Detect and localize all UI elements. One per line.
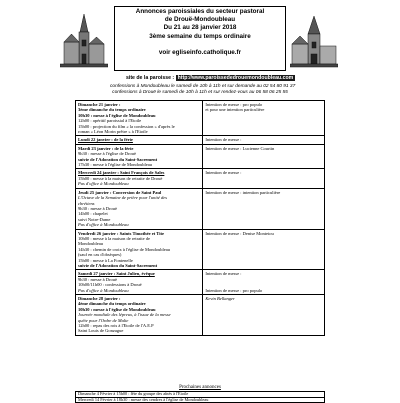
table-row — [76, 144, 325, 169]
day-cell — [76, 144, 203, 169]
day-cell — [76, 188, 203, 229]
day-line: 12h00 : apéritif paroissial à l'Etoile — [78, 118, 142, 124]
day-cell — [76, 101, 203, 136]
confession-line: confessions à Mondoubleau le samedi de 10h à 11h et sur demande au 02 54 80 91 37 — [110, 84, 296, 89]
day-line: Journée mondiale des lépreux, à l'issue de la messe — [78, 312, 171, 318]
day-line: (sauf en cas d'obsèques) — [78, 252, 122, 258]
day-line: L'Octave de la Semaine de prière pour l'unité des — [78, 195, 167, 201]
church-illustration-left — [60, 12, 108, 68]
day-line: 14h00 : chapelet — [78, 211, 108, 217]
day-line: 9h30 : messe à Drouë — [78, 205, 117, 211]
day-line: 15h00 : projection du film « la confession » d'après le — [78, 123, 175, 129]
intention-line: Intention de messe : — [205, 137, 242, 143]
title-line: Annonces paroissiales du secteur pastoral — [135, 8, 265, 15]
church-illustration-right — [290, 12, 338, 68]
intention-cell — [203, 270, 325, 295]
next-announcements-table — [75, 391, 325, 403]
intention-cell — [203, 295, 325, 336]
table-row — [76, 229, 325, 270]
day-line: 9h30 : messe à Drouë — [78, 276, 117, 282]
day-line: 10h00/11h00 : confessions à Drouë — [78, 282, 142, 288]
intention-cell — [203, 144, 325, 169]
title-line — [115, 41, 285, 49]
day-line: suivie de l'Adoration du Saint-Sacrement — [78, 262, 158, 268]
intention-cell — [203, 101, 325, 136]
day-line: 15h00 : messe à La Fontenelle — [78, 257, 133, 263]
site-label: site de la paroisse : — [126, 75, 176, 81]
intention-line: Intention de messe : — [205, 271, 242, 277]
title-box — [114, 6, 286, 71]
day-heading: Mercredi 24 janvier : Saint François de Sales — [78, 170, 165, 176]
intention-line: Intention de messe : intention particulière — [205, 189, 281, 195]
day-heading: Dimanche 21 janvier : — [78, 102, 121, 107]
intention-line: Kevin Bellanger — [205, 296, 235, 301]
day-cell — [76, 295, 203, 336]
next-announcements-title: Prochaines annonces — [179, 385, 221, 390]
title-line: de Drouë-Mondoubleau — [164, 16, 236, 24]
intention-cell — [203, 169, 325, 188]
next-announcement-cell: Mercredi 14 Février à 18h30 : messe des cendres à l'église de Mondoubleau — [76, 397, 325, 403]
table-row — [76, 270, 325, 295]
intention-cell — [203, 136, 325, 144]
confession-line: confessions à Drouë le samedi de 10h à 11h et sur rendez-vous au 06 58 06 25 55 — [112, 89, 288, 95]
day-line: Mondoubleau — [78, 241, 103, 247]
day-cell — [76, 270, 203, 295]
table-row — [76, 136, 325, 144]
site-bar — [126, 75, 294, 82]
day-line: 10h30 : messe à l'église de Mondoubleau — [78, 306, 156, 312]
day-heading: Mardi 23 janvier : de la férie — [78, 145, 134, 151]
site-url-link[interactable]: http://www.paroissededrouemondoubleau.com — [177, 75, 294, 81]
day-line: 10h30 : messe à l'église de Mondoubleau — [78, 112, 156, 118]
day-line: Pas d'office à Mondoubleau — [78, 287, 129, 293]
day-line: 17h30 : messe à l'église de Mondoubleau — [78, 162, 153, 168]
title-line-link[interactable]: voir egliseinfo.catholique.fr — [158, 49, 242, 57]
day-heading: Vendredi 26 janvier : Saints Timothée et Tite — [78, 230, 164, 236]
day-line: 10h00 : messe à la maison de retraite de — [78, 235, 150, 241]
day-heading: Dimanche 28 janvier : — [78, 296, 121, 301]
day-line: 3ème dimanche du temps ordinaire — [78, 107, 146, 113]
day-cell — [76, 229, 203, 270]
day-heading: Jeudi 25 janvier : Conversion de Saint Paul — [78, 189, 162, 195]
title-line: 3ème semaine du temps ordinaire — [149, 32, 251, 40]
day-line: suivi Notre-Dame — [78, 216, 111, 222]
table-row — [76, 169, 325, 188]
confessions-info — [110, 84, 296, 95]
day-line: suivie de l'Adoration du Saint-Sacrement — [78, 156, 158, 162]
intention-cell — [203, 229, 325, 270]
intention-line: et pour une intention particulière — [205, 107, 265, 113]
table-row — [76, 101, 325, 136]
day-line: chrétiens — [78, 200, 95, 206]
day-line: quête pour l'Ordre de Malte — [78, 317, 129, 323]
title-line: Du 21 au 28 janvier 2018 — [163, 24, 237, 32]
intention-line: Intention de messe : — [205, 170, 242, 176]
next-announcement-cell: Dimanche 4 Février à 15h00 : fête du groupe des aînés à l'Etoile — [76, 392, 325, 398]
schedule-table — [75, 100, 325, 336]
day-line: 15h00 : messe à la maison de retraite de Drouë — [78, 175, 163, 181]
intention-cell — [203, 188, 325, 229]
table-row — [76, 188, 325, 229]
day-line: Saint Louis de Gonzague — [78, 328, 124, 334]
day-line: Pas d'office à Mondoubleau — [78, 222, 129, 228]
table-row — [76, 295, 325, 336]
day-line: roman « Léon Morin prêtre » à l'Etoile — [78, 129, 148, 135]
intention-line: Intention de messe : pro populo — [205, 102, 263, 107]
day-line: 14h30 : chemin de croix à l'église de Mondoubleau — [78, 246, 171, 252]
intention-line: Intention de messe : pro populo — [205, 287, 263, 293]
day-cell — [76, 136, 203, 144]
day-cell — [76, 169, 203, 188]
intention-line: Intention de messe : Denise Monteiou — [205, 230, 274, 236]
day-line: 4ème dimanche du temps ordinaire — [78, 301, 146, 307]
day-line: 12h00 : repas des rois à l'Etoile de l'A.E.P — [78, 323, 154, 329]
day-heading: Samedi 27 janvier : Saint Julien, évêque — [78, 271, 155, 277]
day-line: Pas d'office à Mondoubleau — [78, 181, 129, 187]
day-heading: Lundi 22 janvier : de la férie — [78, 137, 133, 143]
intention-line: Intention de messe : Lucienne Courtin — [205, 145, 275, 151]
day-line: 9h30 : messe à l'église de Drouë — [78, 151, 137, 157]
